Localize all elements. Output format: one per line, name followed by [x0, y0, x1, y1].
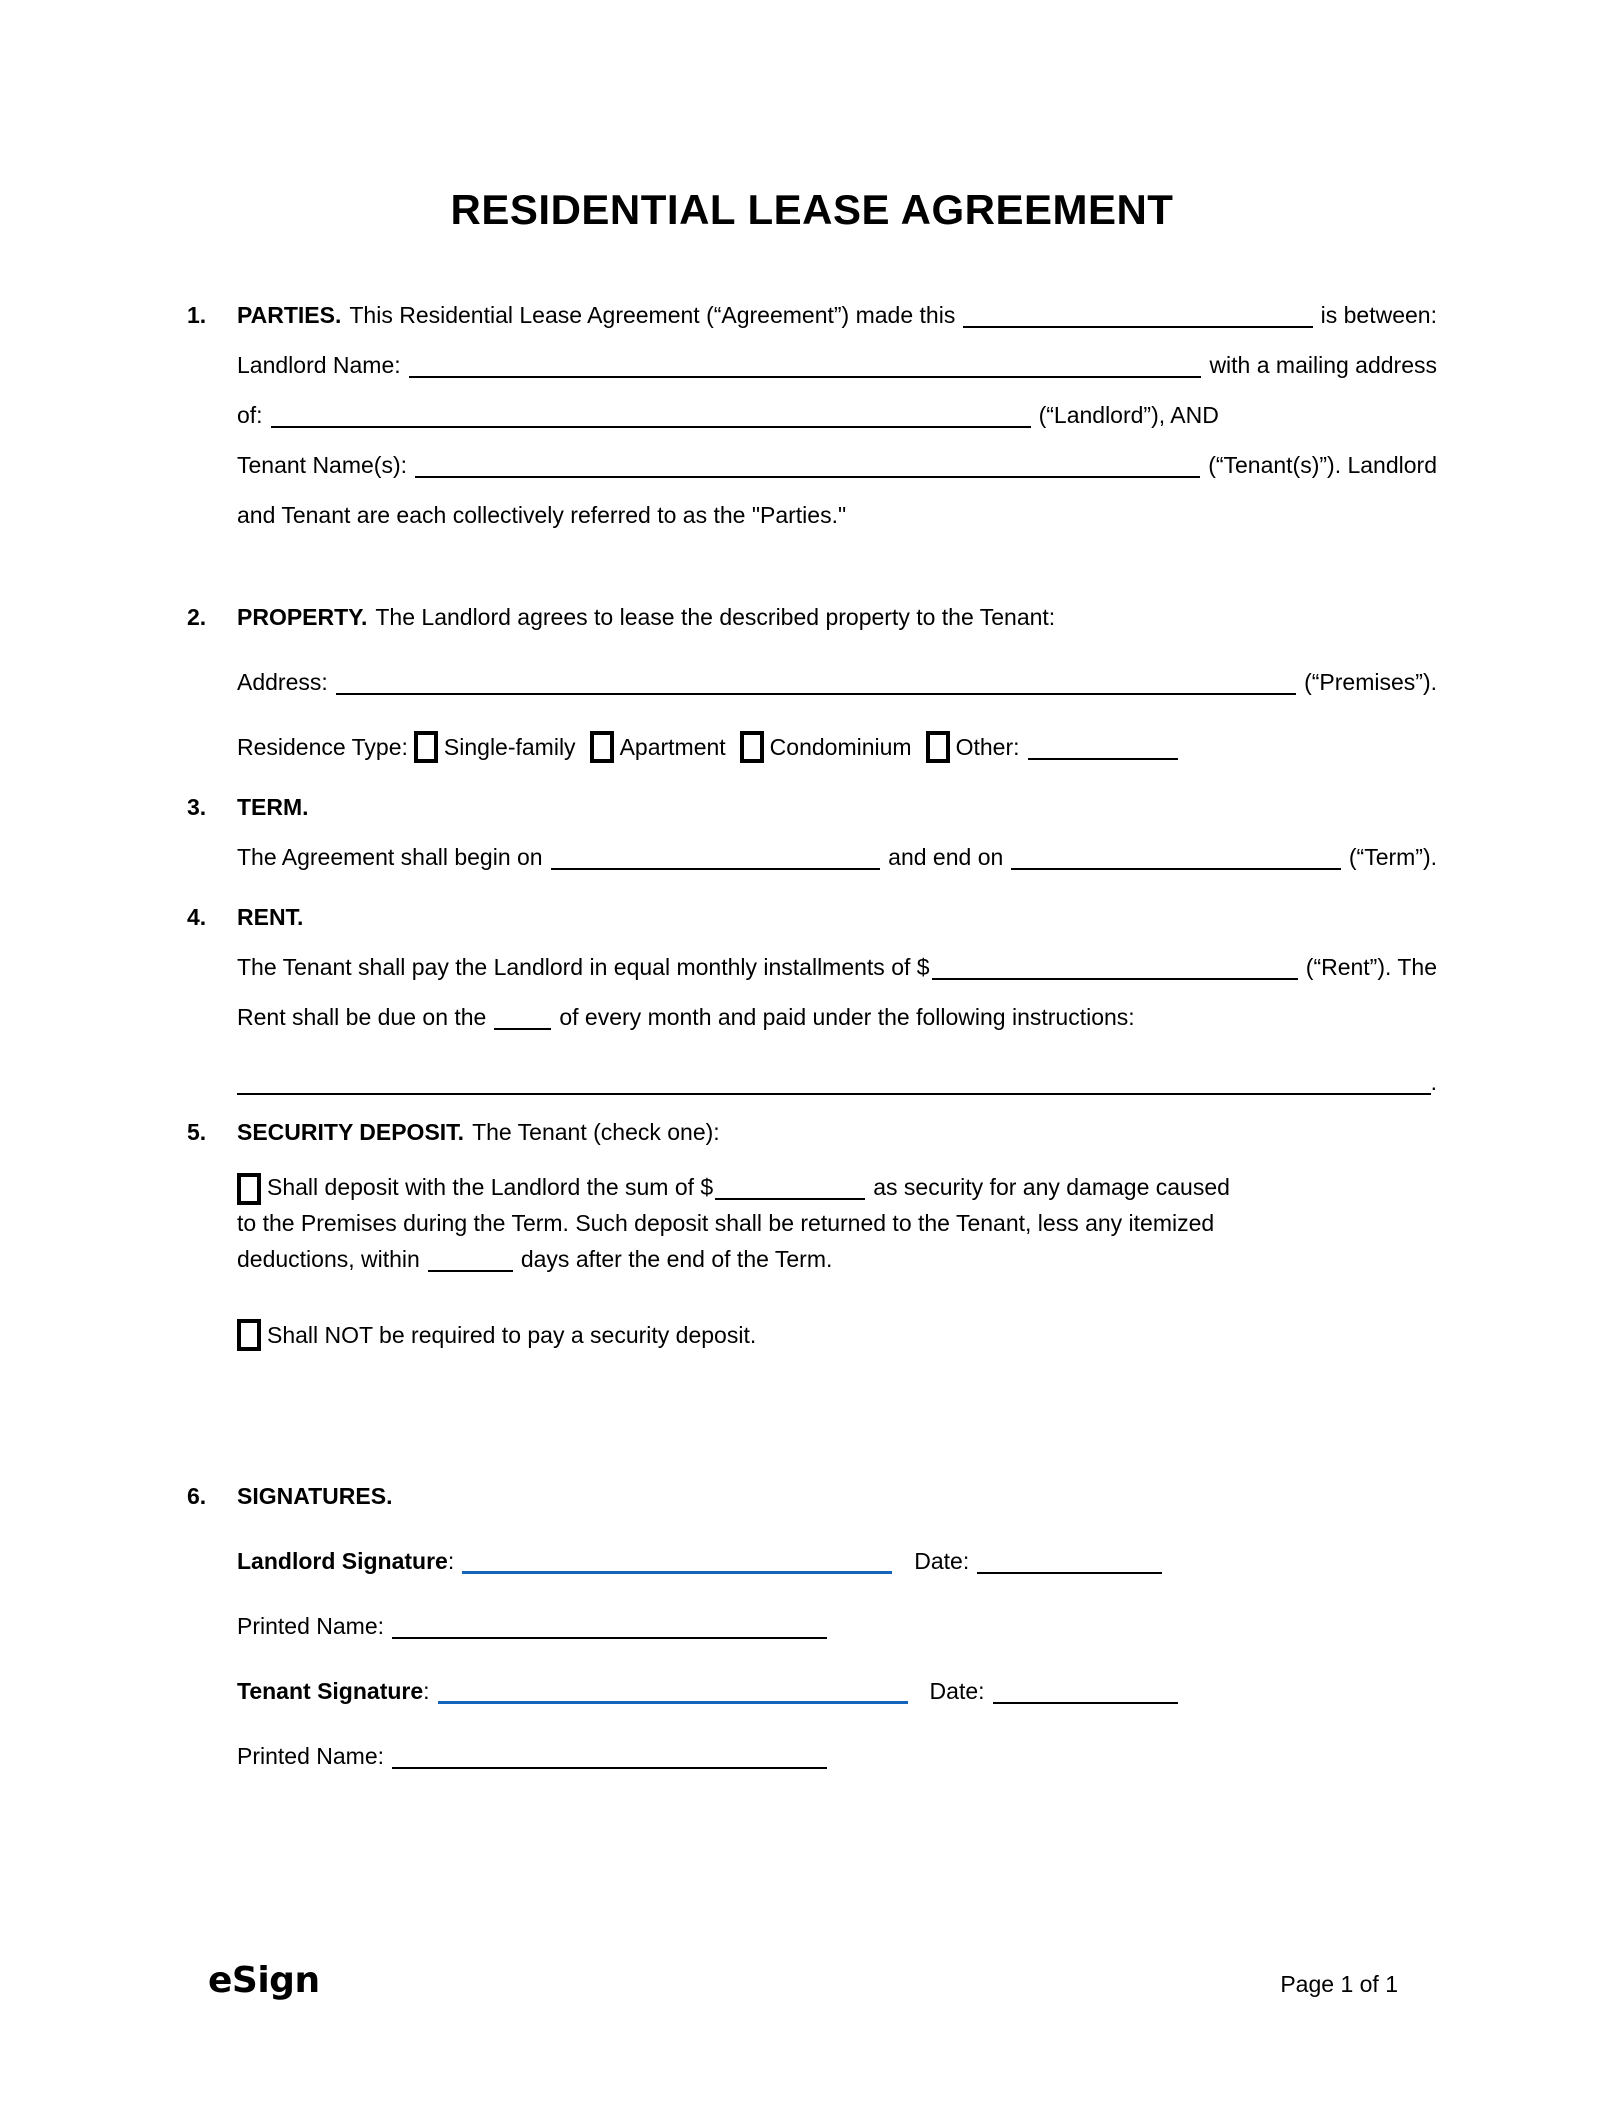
parties-heading-line — [187, 290, 1437, 340]
section-label: SIGNATURES. — [237, 1483, 393, 1509]
landlord-printed-name-field-line[interactable] — [392, 1627, 827, 1639]
document-content — [187, 0, 1437, 1781]
parties-intro-text: This Residential Lease Agreement (“Agreement”) made this — [349, 302, 956, 328]
section-label: SECURITY DEPOSIT. — [237, 1119, 465, 1145]
section-label: PROPERTY. — [237, 604, 368, 630]
rent-due-day-field-line[interactable] — [494, 1018, 551, 1030]
tenant-signature-line — [237, 1666, 1437, 1716]
property-heading-line — [187, 592, 1437, 642]
term-start-date-field-line[interactable] — [551, 858, 881, 870]
deposit-text-1a: Shall deposit with the Landlord the sum of $ — [267, 1174, 714, 1200]
section-property — [187, 592, 1437, 772]
deposit-text-3a: deductions, within — [237, 1246, 420, 1272]
rent-instructions-line — [237, 1057, 1437, 1107]
signatures-heading-line — [187, 1471, 1437, 1521]
rent-due-tail: of every month and paid under the following instructions: — [559, 1004, 1135, 1030]
section-number: 3. — [187, 794, 207, 820]
landlord-name-field-line[interactable] — [409, 366, 1202, 378]
landlord-printed-name-line — [237, 1601, 1437, 1651]
deposit-return-days-field-line[interactable] — [428, 1260, 513, 1272]
deposit-text-3b: days after the end of the Term. — [520, 1246, 833, 1272]
tenant-name-field-line[interactable] — [415, 466, 1200, 478]
landlord-name-tail: with a mailing address — [1209, 352, 1437, 378]
page-footer — [208, 1960, 1398, 2001]
date-label: Date: — [929, 1678, 985, 1704]
printed-name-label: Printed Name: — [237, 1743, 385, 1769]
landlord-name-line — [237, 340, 1437, 390]
parties-closing-text: and Tenant are each collectively referred to as the "Parties." — [237, 502, 847, 528]
checkbox-other[interactable] — [926, 731, 950, 763]
no-deposit-text: Shall NOT be required to pay a security deposit. — [267, 1322, 757, 1348]
checkbox-apartment[interactable] — [590, 731, 614, 763]
checkbox-shall-deposit[interactable] — [237, 1173, 261, 1205]
label-colon: : — [447, 1548, 455, 1574]
tenant-name-tail: (“Tenant(s)”). Landlord — [1208, 452, 1437, 478]
residence-type-label: Residence Type: — [237, 734, 408, 760]
checkbox-single-family[interactable] — [414, 731, 438, 763]
term-tail-text: (“Term”). — [1348, 844, 1438, 870]
rent-due-line — [237, 992, 1437, 1042]
rent-heading-line — [187, 892, 1437, 942]
option-single-family-label: Single-family — [443, 734, 576, 760]
landlord-address-tail: (“Landlord”), AND — [1038, 402, 1219, 428]
other-residence-field-line[interactable] — [1028, 748, 1178, 760]
tenant-signature-date-field-line[interactable] — [993, 1692, 1178, 1704]
rent-amount-field-line[interactable] — [932, 968, 1298, 980]
tenant-signature-field-line[interactable] — [438, 1692, 908, 1704]
tenant-name-label: Tenant Name(s): — [237, 452, 408, 478]
agreement-date-field-line[interactable] — [963, 316, 1312, 328]
page-title: RESIDENTIAL LEASE AGREEMENT — [450, 186, 1174, 233]
section-label: PARTIES. — [237, 302, 342, 328]
term-dates-line — [237, 832, 1437, 882]
payment-instructions-field-line[interactable] — [237, 1083, 1431, 1095]
landlord-address-line — [237, 390, 1437, 440]
rent-amount-line — [237, 942, 1437, 992]
label-colon: : — [423, 1678, 430, 1704]
tenant-name-line — [237, 440, 1437, 490]
parties-intro-tail: is between: — [1320, 302, 1437, 328]
term-begin-text: The Agreement shall begin on — [237, 844, 543, 870]
property-address-field-line[interactable] — [336, 683, 1296, 695]
section-parties — [187, 290, 1437, 540]
deposit-option-line-3 — [237, 1241, 1437, 1277]
deposit-option-line-2 — [237, 1205, 1437, 1241]
section-number: 4. — [187, 904, 207, 930]
option-condominium-label: Condominium — [769, 734, 912, 760]
tenant-signature-label: Tenant Signature — [237, 1678, 424, 1704]
address-label: Address: — [237, 669, 328, 695]
tenant-printed-name-line — [237, 1731, 1437, 1781]
landlord-signature-field-line[interactable] — [462, 1562, 892, 1574]
address-tail: (“Premises”). — [1304, 669, 1437, 695]
section-number: 5. — [187, 1119, 207, 1145]
option-other-label: Other: — [955, 734, 1020, 760]
deposit-option-paragraph — [237, 1169, 1437, 1277]
of-label: of: — [237, 402, 263, 428]
printed-name-label: Printed Name: — [237, 1613, 385, 1639]
landlord-signature-date-field-line[interactable] — [977, 1562, 1162, 1574]
esign-logo: eSign — [208, 1960, 320, 2001]
section-number: 2. — [187, 604, 207, 630]
landlord-address-field-line[interactable] — [271, 416, 1031, 428]
section-number: 6. — [187, 1483, 207, 1509]
section-rent — [187, 892, 1437, 1107]
checkbox-no-deposit[interactable] — [237, 1319, 261, 1351]
deposit-text-1b: as security for any damage caused — [873, 1174, 1230, 1200]
checkbox-condominium[interactable] — [740, 731, 764, 763]
rent-amount-tail: (“Rent”). The — [1305, 954, 1437, 980]
tenant-printed-name-field-line[interactable] — [392, 1757, 827, 1769]
section-number: 1. — [187, 302, 207, 328]
property-intro-text: The Landlord agrees to lease the described property to the Tenant: — [375, 604, 1056, 630]
rent-due-text: Rent shall be due on the — [237, 1004, 487, 1030]
option-apartment-label: Apartment — [619, 734, 726, 760]
section-label: TERM. — [237, 794, 309, 820]
landlord-signature-label: Landlord Signature — [237, 1548, 448, 1574]
deposit-amount-field-line[interactable] — [715, 1188, 865, 1200]
term-heading-line — [187, 782, 1437, 832]
section-security-deposit — [187, 1107, 1437, 1355]
residence-type-line — [237, 722, 1437, 772]
no-deposit-option-line — [237, 1311, 1437, 1355]
rent-amount-text: The Tenant shall pay the Landlord in equal monthly installments of $ — [237, 954, 930, 980]
landlord-name-label: Landlord Name: — [237, 352, 401, 378]
section-label: RENT. — [237, 904, 304, 930]
section-term — [187, 782, 1437, 882]
date-label: Date: — [914, 1548, 970, 1574]
page-number: Page 1 of 1 — [1280, 1971, 1398, 1997]
address-line — [237, 657, 1437, 707]
parties-closing-line — [237, 490, 1437, 540]
deposit-option-line-1 — [237, 1169, 1437, 1205]
rent-instructions-period: . — [1430, 1069, 1437, 1095]
deposit-text-2: to the Premises during the Term. Such deposit shall be returned to the Tenant, less any itemized — [237, 1210, 1215, 1236]
security-heading-line — [187, 1107, 1437, 1157]
term-middle-text: and end on — [888, 844, 1004, 870]
section-signatures — [187, 1471, 1437, 1781]
term-end-date-field-line[interactable] — [1011, 858, 1341, 870]
security-intro-text: The Tenant (check one): — [472, 1119, 720, 1145]
landlord-signature-line — [237, 1536, 1437, 1586]
